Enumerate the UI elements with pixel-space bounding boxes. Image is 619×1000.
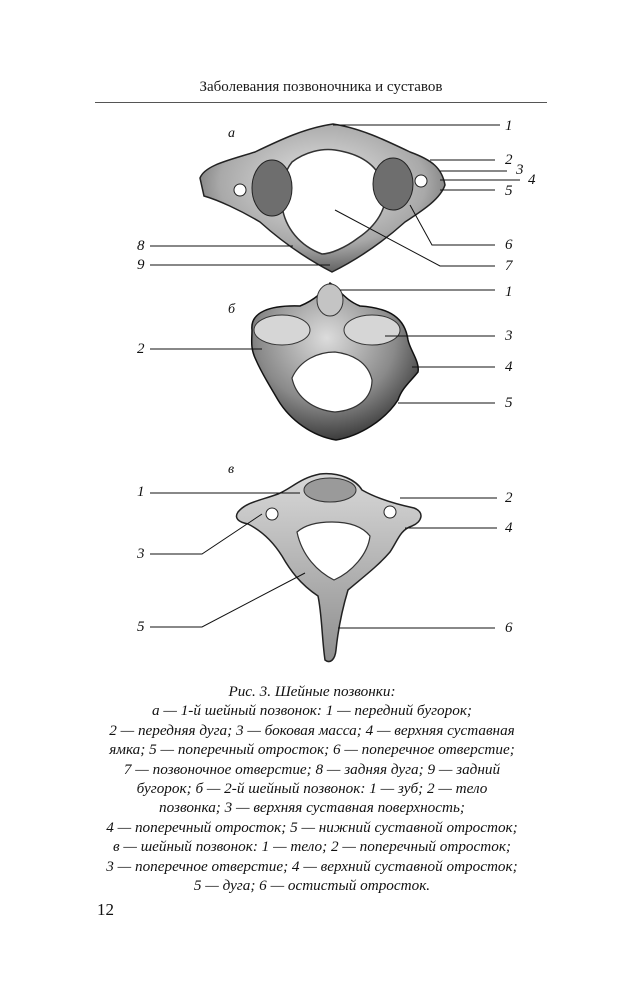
callout-a-1: 1 bbox=[505, 118, 513, 134]
figure-caption bbox=[78, 682, 546, 895]
caption-line: в — шейный позвонок: 1 — тело; 2 — поперечный отросток; bbox=[113, 838, 511, 856]
page-number: 12 bbox=[97, 900, 114, 919]
callout-v-2: 2 bbox=[505, 490, 513, 506]
panel-letter-a: а bbox=[228, 126, 235, 141]
callout-v-4: 4 bbox=[505, 520, 513, 536]
panel-letter-v: в bbox=[228, 462, 235, 477]
callout-b-5: 5 bbox=[505, 395, 513, 411]
callout-a-4: 4 bbox=[528, 172, 536, 188]
panel-letter-b: б bbox=[228, 302, 236, 317]
callout-b-2: 2 bbox=[137, 341, 145, 357]
callout-b-4: 4 bbox=[505, 359, 513, 375]
callout-a-9: 9 bbox=[137, 257, 145, 273]
callout-a-3: 3 bbox=[516, 162, 524, 178]
caption-line: 4 — поперечный отросток; 5 — нижний суставной отросток; bbox=[106, 818, 518, 836]
caption-line: 2 — передняя дуга; 3 — боковая масса; 4 — верхняя суставная bbox=[109, 721, 515, 739]
callout-a-6: 6 bbox=[505, 237, 513, 253]
caption-line: 7 — позвоночное отверстие; 8 — задняя дуга; 9 — задний bbox=[123, 760, 501, 778]
callout-v-1: 1 bbox=[137, 484, 145, 500]
callout-a-2: 2 bbox=[505, 152, 513, 168]
caption-line: 3 — поперечное отверстие; 4 — верхний суставной отросток; bbox=[106, 857, 518, 875]
caption-line: 5 — дуга; 6 — остистый отросток. bbox=[193, 877, 431, 895]
caption-title: Рис. 3. Шейные позвонки: bbox=[228, 683, 396, 700]
callout-a-5: 5 bbox=[505, 183, 513, 199]
atlas-illustration bbox=[200, 124, 445, 272]
axis-illustration bbox=[252, 283, 419, 440]
caption-line: а — 1-й шейный позвонок: 1 — передний бугорок; bbox=[152, 702, 472, 720]
callout-v-6: 6 bbox=[505, 620, 513, 636]
running-header: Заболевания позвоночника и суставов bbox=[199, 79, 443, 95]
cervical-vertebra-illustration bbox=[236, 474, 421, 662]
callout-a-7: 7 bbox=[505, 258, 513, 274]
callout-v-3: 3 bbox=[137, 546, 145, 562]
callout-v-5: 5 bbox=[137, 619, 145, 635]
caption-line: позвонка; 3 — верхняя суставная поверхность; bbox=[159, 799, 465, 817]
caption-line: бугорок; б — 2-й шейный позвонок: 1 — зуб; 2 — тело bbox=[136, 780, 488, 798]
callout-b-1: 1 bbox=[505, 284, 513, 300]
caption-line: ямка; 5 — поперечный отросток; 6 — поперечное отверстие; bbox=[109, 741, 515, 759]
callout-a-8: 8 bbox=[137, 238, 145, 254]
callout-b-3: 3 bbox=[505, 328, 513, 344]
